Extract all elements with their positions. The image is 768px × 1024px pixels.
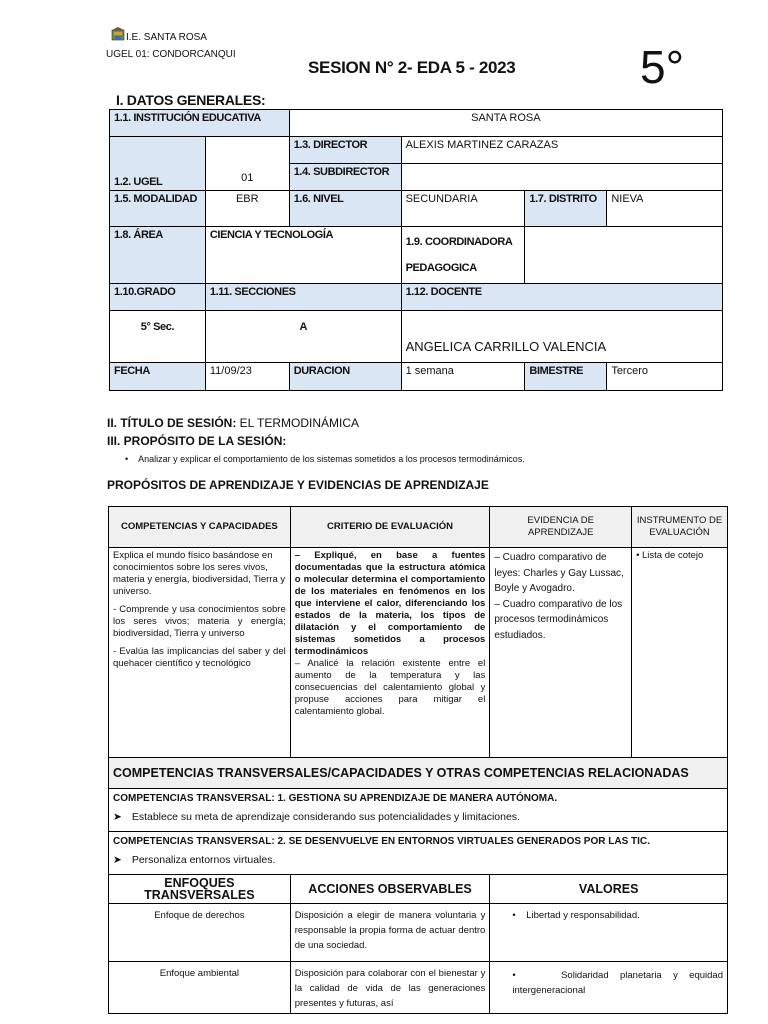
valor-2-text: Solidaridad planetaria y equidad intergeneracional (512, 970, 723, 996)
school-name: I.E. SANTA ROSA (126, 32, 207, 43)
header-evidencia: EVIDENCIA DE APRENDIZAJE (490, 507, 632, 548)
header-valores: VALORES (490, 875, 728, 904)
label-duracion: DURACION (289, 363, 401, 391)
valor-1 (490, 904, 728, 962)
bullet-icon: • (512, 970, 562, 981)
titulo-sesion-label: II. TÍTULO DE SESIÓN: (107, 416, 237, 430)
arrow-bullet-icon: ➤ (113, 854, 122, 866)
value-director: ALEXIS MARTINEZ CARAZAS (401, 137, 722, 164)
competencia-transversal-1 (109, 789, 728, 832)
evidencia-cell (490, 548, 632, 758)
enfoque-1: Enfoque de derechos (109, 904, 291, 962)
label-coordinadora-line2: PEDAGOGICA (405, 262, 477, 274)
label-grado: 1.10.GRADO (110, 284, 206, 311)
evidencia-1: – Cuadro comparativo de leyes: Charles y Gay Lussac, Boyle y Avogadro. (494, 552, 624, 594)
competencia-transversal-2 (109, 832, 728, 875)
value-nivel: SECUNDARIA (401, 191, 525, 227)
propositos-table (108, 506, 728, 1014)
school-logo-icon (111, 27, 125, 41)
value-institucion: SANTA ROSA (289, 110, 722, 137)
criterio-1: – Expliqué, en base a fuentes documentadas que la estructura atómica o molecular determina el comportamiento de los materiales en fenómenos en los que interviene el calor, diferenciando los estados de la materia, los tipos de dilatación y el comportamiento de sistemas sometidos a procesos termodinámicos (294, 550, 486, 657)
grade-number: 5° (640, 41, 684, 93)
valor-1-text: Libertad y responsabilidad. (526, 910, 640, 921)
value-docente: ANGELICA CARRILLO VALENCIA (401, 311, 722, 363)
label-ugel: 1.2. UGEL (110, 137, 206, 191)
capacidad-1: - Comprende y usa conocimientos sobre los seres vivos; materia y energía; biodiversidad, Tierra y universo (113, 604, 286, 639)
instrumento-cell: • Lista de cotejo (632, 548, 728, 758)
value-subdirector (401, 164, 722, 191)
label-bimestre: BIMESTRE (525, 363, 607, 391)
label-director: 1.3. DIRECTOR (289, 137, 401, 164)
competencias-cell (109, 548, 291, 758)
value-fecha: 11/09/23 (205, 363, 289, 391)
value-bimestre: Tercero (607, 363, 723, 391)
ct1-item: Establece su meta de aprendizaje considerando sus potencialidades y limitaciones. (131, 811, 520, 823)
ugel-name: UGEL 01: CONDORCANQUI (106, 49, 236, 60)
criterio-cell (290, 548, 490, 758)
value-distrito: NIEVA (607, 191, 723, 227)
ct2-title: COMPETENCIAS TRANSVERSAL: 2. SE DESENVUELVE EN ENTORNOS VIRTUALES GENERADOS POR LAS TIC. (113, 836, 650, 847)
enfoque-2: Enfoque ambiental (109, 962, 291, 1014)
value-coordinadora (525, 227, 723, 284)
value-area: CIENCIA Y TECNOLOGÍA (205, 227, 401, 284)
value-duracion: 1 semana (401, 363, 525, 391)
propositos-title: PROPÓSITOS DE APRENDIZAJE Y EVIDENCIAS DE APRENDIZAJE (107, 478, 489, 492)
label-coordinadora-line1: 1.9. COORDINADORA (405, 236, 513, 248)
label-area: 1.8. ÁREA (110, 227, 206, 284)
label-institucion: 1.1. INSTITUCIÓN EDUCATIVA (110, 110, 290, 137)
arrow-bullet-icon: ➤ (113, 811, 122, 823)
header-acciones: ACCIONES OBSERVABLES (290, 875, 490, 904)
value-grado: 5° Sec. (110, 311, 206, 363)
label-coordinadora (401, 227, 525, 284)
value-ugel: 01 (205, 137, 289, 191)
ct2-item: Personaliza entornos virtuales. (131, 854, 276, 866)
label-modalidad: 1.5. MODALIDAD (110, 191, 206, 227)
label-secciones: 1.11. SECCIONES (205, 284, 401, 311)
section-datos-generales: I. DATOS GENERALES: (116, 92, 266, 108)
header-competencias: COMPETENCIAS Y CAPACIDADES (109, 507, 291, 548)
datos-generales-table (109, 109, 723, 391)
competencia-main: Explica el mundo físico basándose en conocimientos sobre los seres vivos, materia y energía, biodiversidad, Tierra y universo. (113, 550, 286, 597)
proposito-item-text: Analizar y explicar el comportamiento de los sistemas sometidos a los procesos termodinámicos. (138, 454, 525, 464)
capacidad-2: - Evalúa las implicancias del saber y del quehacer científico y tecnológico (113, 646, 286, 669)
bullet-icon: • (512, 910, 527, 921)
label-nivel: 1.6. NIVEL (289, 191, 401, 227)
label-docente: 1.12. DOCENTE (401, 284, 722, 311)
titulo-sesion-value: EL TERMODINÁMICA (236, 416, 360, 430)
header-criterio: CRITERIO DE EVALUACIÓN (290, 507, 490, 548)
transversales-title: COMPETENCIAS TRANSVERSALES/CAPACIDADES Y OTRAS COMPETENCIAS RELACIONADAS (109, 758, 728, 789)
label-subdirector: 1.4. SUBDIRECTOR (289, 164, 401, 191)
proposito-label: III. PROPÓSITO DE LA SESIÓN: (107, 434, 287, 448)
value-seccion: A (205, 311, 401, 363)
titulo-sesion (107, 416, 359, 430)
label-distrito: 1.7. DISTRITO (525, 191, 607, 227)
accion-1: Disposición a elegir de manera voluntaria y responsable la propia forma de actuar dentro de una sociedad. (290, 904, 490, 962)
value-modalidad: EBR (205, 191, 289, 227)
proposito-item (125, 454, 525, 464)
evidencia-2: – Cuadro comparativo de los procesos termodinámicos estudiados. (494, 598, 623, 641)
bullet-icon: • (125, 454, 139, 464)
ct1-title: COMPETENCIAS TRANSVERSAL: 1. GESTIONA SU APRENDIZAJE DE MANERA AUTÓNOMA. (113, 793, 558, 804)
valor-2 (490, 962, 728, 1014)
label-fecha: FECHA (110, 363, 206, 391)
criterio-2: – Analicé la relación existente entre el aumento de la temperatura y las consecuencias del calentamiento global y propuse acciones para mitigar el calentamiento global. (294, 658, 486, 717)
header-instrumento: INSTRUMENTO DE EVALUACIÓN (632, 507, 728, 548)
accion-2: Disposición para colaborar con el bienestar y la calidad de vida de las generaciones presentes y futuras, así (290, 962, 490, 1014)
page-title: SESION N° 2- EDA 5 - 2023 (308, 58, 516, 77)
header-enfoques: ENFOQUES TRANSVERSALES (109, 875, 291, 904)
